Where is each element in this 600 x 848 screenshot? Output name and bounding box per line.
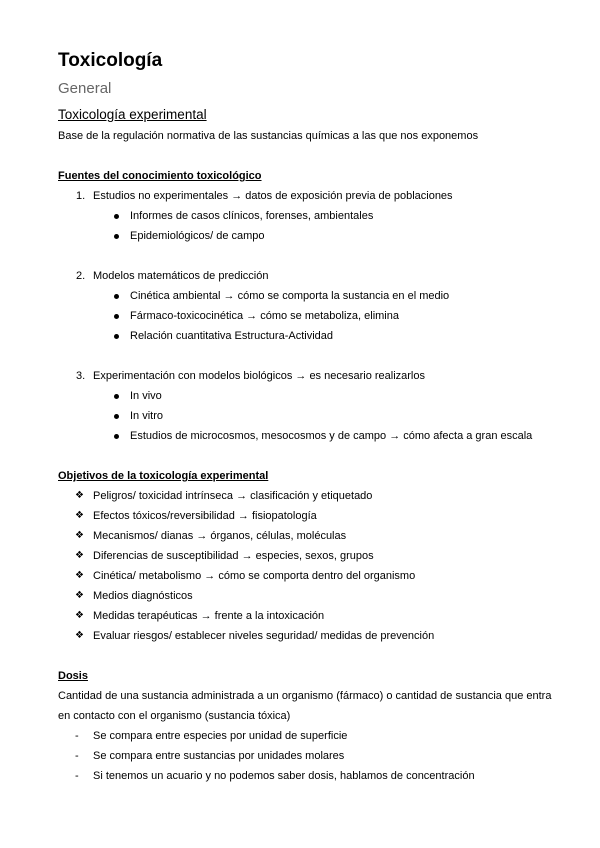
bullet-dot-icon (114, 414, 119, 419)
bullet-dot-icon (114, 294, 119, 299)
list-number: 1. (76, 190, 86, 202)
list-number: 3. (76, 370, 86, 382)
bullet-dot-icon (114, 434, 119, 439)
objetivos-item: ❖ Diferencias de susceptibilidad → especies, sexos, grupos (58, 546, 558, 566)
fuentes-item-text: Modelos matemáticos de predicción (93, 270, 269, 282)
sub-item: Informes de casos clínicos, forenses, ambientales (58, 206, 558, 226)
sub-list (93, 386, 558, 446)
sub-item: Fármaco-toxicocinética → cómo se metaboliza, elimina (58, 306, 558, 326)
bullet-dot-icon (114, 234, 119, 239)
fuentes-item-3 (58, 366, 558, 446)
doc-title: Toxicología (58, 50, 163, 71)
fuentes-item-text: Experimentación con modelos biológicos → es necesario realizarlos (93, 370, 425, 382)
dosis-item: - Se compara entre especies por unidad de superficie (58, 726, 558, 746)
fuentes-item-1 (58, 186, 558, 266)
dosis-item: - Si tenemos un acuario y no podemos saber dosis, hablamos de concentración (58, 766, 558, 786)
diamond-bullet-icon: ❖ (75, 610, 84, 621)
document-page (58, 48, 558, 786)
sub-item: In vitro (58, 406, 558, 426)
bullet-dot-icon (114, 394, 119, 399)
fuentes-list (58, 186, 558, 446)
objetivos-item: ❖ Efectos tóxicos/reversibilidad → fisiopatología (58, 506, 558, 526)
intro-paragraph: Base de la regulación normativa de las sustancias químicas a las que nos exponemos (58, 130, 479, 142)
sub-item: Epidemiológicos/ de campo (58, 226, 558, 246)
diamond-bullet-icon: ❖ (75, 630, 84, 641)
sub-item: Relación cuantitativa Estructura-Actividad (58, 326, 558, 346)
diamond-bullet-icon: ❖ (75, 510, 84, 521)
dosis-list (58, 726, 558, 786)
objetivos-item: ❖ Cinética/ metabolismo → cómo se comporta dentro del organismo (58, 566, 558, 586)
bullet-dot-icon (114, 214, 119, 219)
diamond-bullet-icon: ❖ (75, 550, 84, 561)
fuentes-heading: Fuentes del conocimiento toxicológico (58, 170, 262, 182)
objetivos-item: ❖ Medidas terapéuticas → frente a la intoxicación (58, 606, 558, 626)
dosis-heading: Dosis (58, 670, 88, 682)
sub-list (93, 286, 558, 346)
doc-subtitle: General (58, 80, 112, 97)
sub-item: Cinética ambiental → cómo se comporta la sustancia en el medio (58, 286, 558, 306)
dosis-paragraph: Cantidad de una sustancia administrada a un organismo (fármaco) o cantidad de sustancia que entra en contacto con el organismo (sustancia tóxica) (58, 690, 552, 722)
dash-bullet-icon: - (75, 770, 79, 782)
dash-bullet-icon: - (75, 730, 79, 742)
diamond-bullet-icon: ❖ (75, 490, 84, 501)
fuentes-item-text: Estudios no experimentales → datos de exposición previa de poblaciones (93, 190, 453, 202)
diamond-bullet-icon: ❖ (75, 590, 84, 601)
objetivos-list (58, 486, 558, 646)
diamond-bullet-icon: ❖ (75, 530, 84, 541)
diamond-bullet-icon: ❖ (75, 570, 84, 581)
fuentes-item-2 (58, 266, 558, 366)
objetivos-heading: Objetivos de la toxicología experimental (58, 470, 269, 482)
sub-item: Estudios de microcosmos, mesocosmos y de campo → cómo afecta a gran escala (58, 426, 558, 446)
objetivos-item: ❖ Evaluar riesgos/ establecer niveles seguridad/ medidas de prevención (58, 626, 558, 646)
dosis-item: - Se compara entre sustancias por unidades molares (58, 746, 558, 766)
sub-item: In vivo (58, 386, 558, 406)
list-number: 2. (76, 270, 86, 282)
objetivos-item: ❖ Peligros/ toxicidad intrínseca → clasificación y etiquetado (58, 486, 558, 506)
section-heading: Toxicología experimental (58, 107, 207, 122)
objetivos-item: ❖ Medios diagnósticos (58, 586, 558, 606)
bullet-dot-icon (114, 314, 119, 319)
bullet-dot-icon (114, 334, 119, 339)
dash-bullet-icon: - (75, 750, 79, 762)
objetivos-item: ❖ Mecanismos/ dianas → órganos, células, moléculas (58, 526, 558, 546)
sub-list (93, 206, 558, 246)
